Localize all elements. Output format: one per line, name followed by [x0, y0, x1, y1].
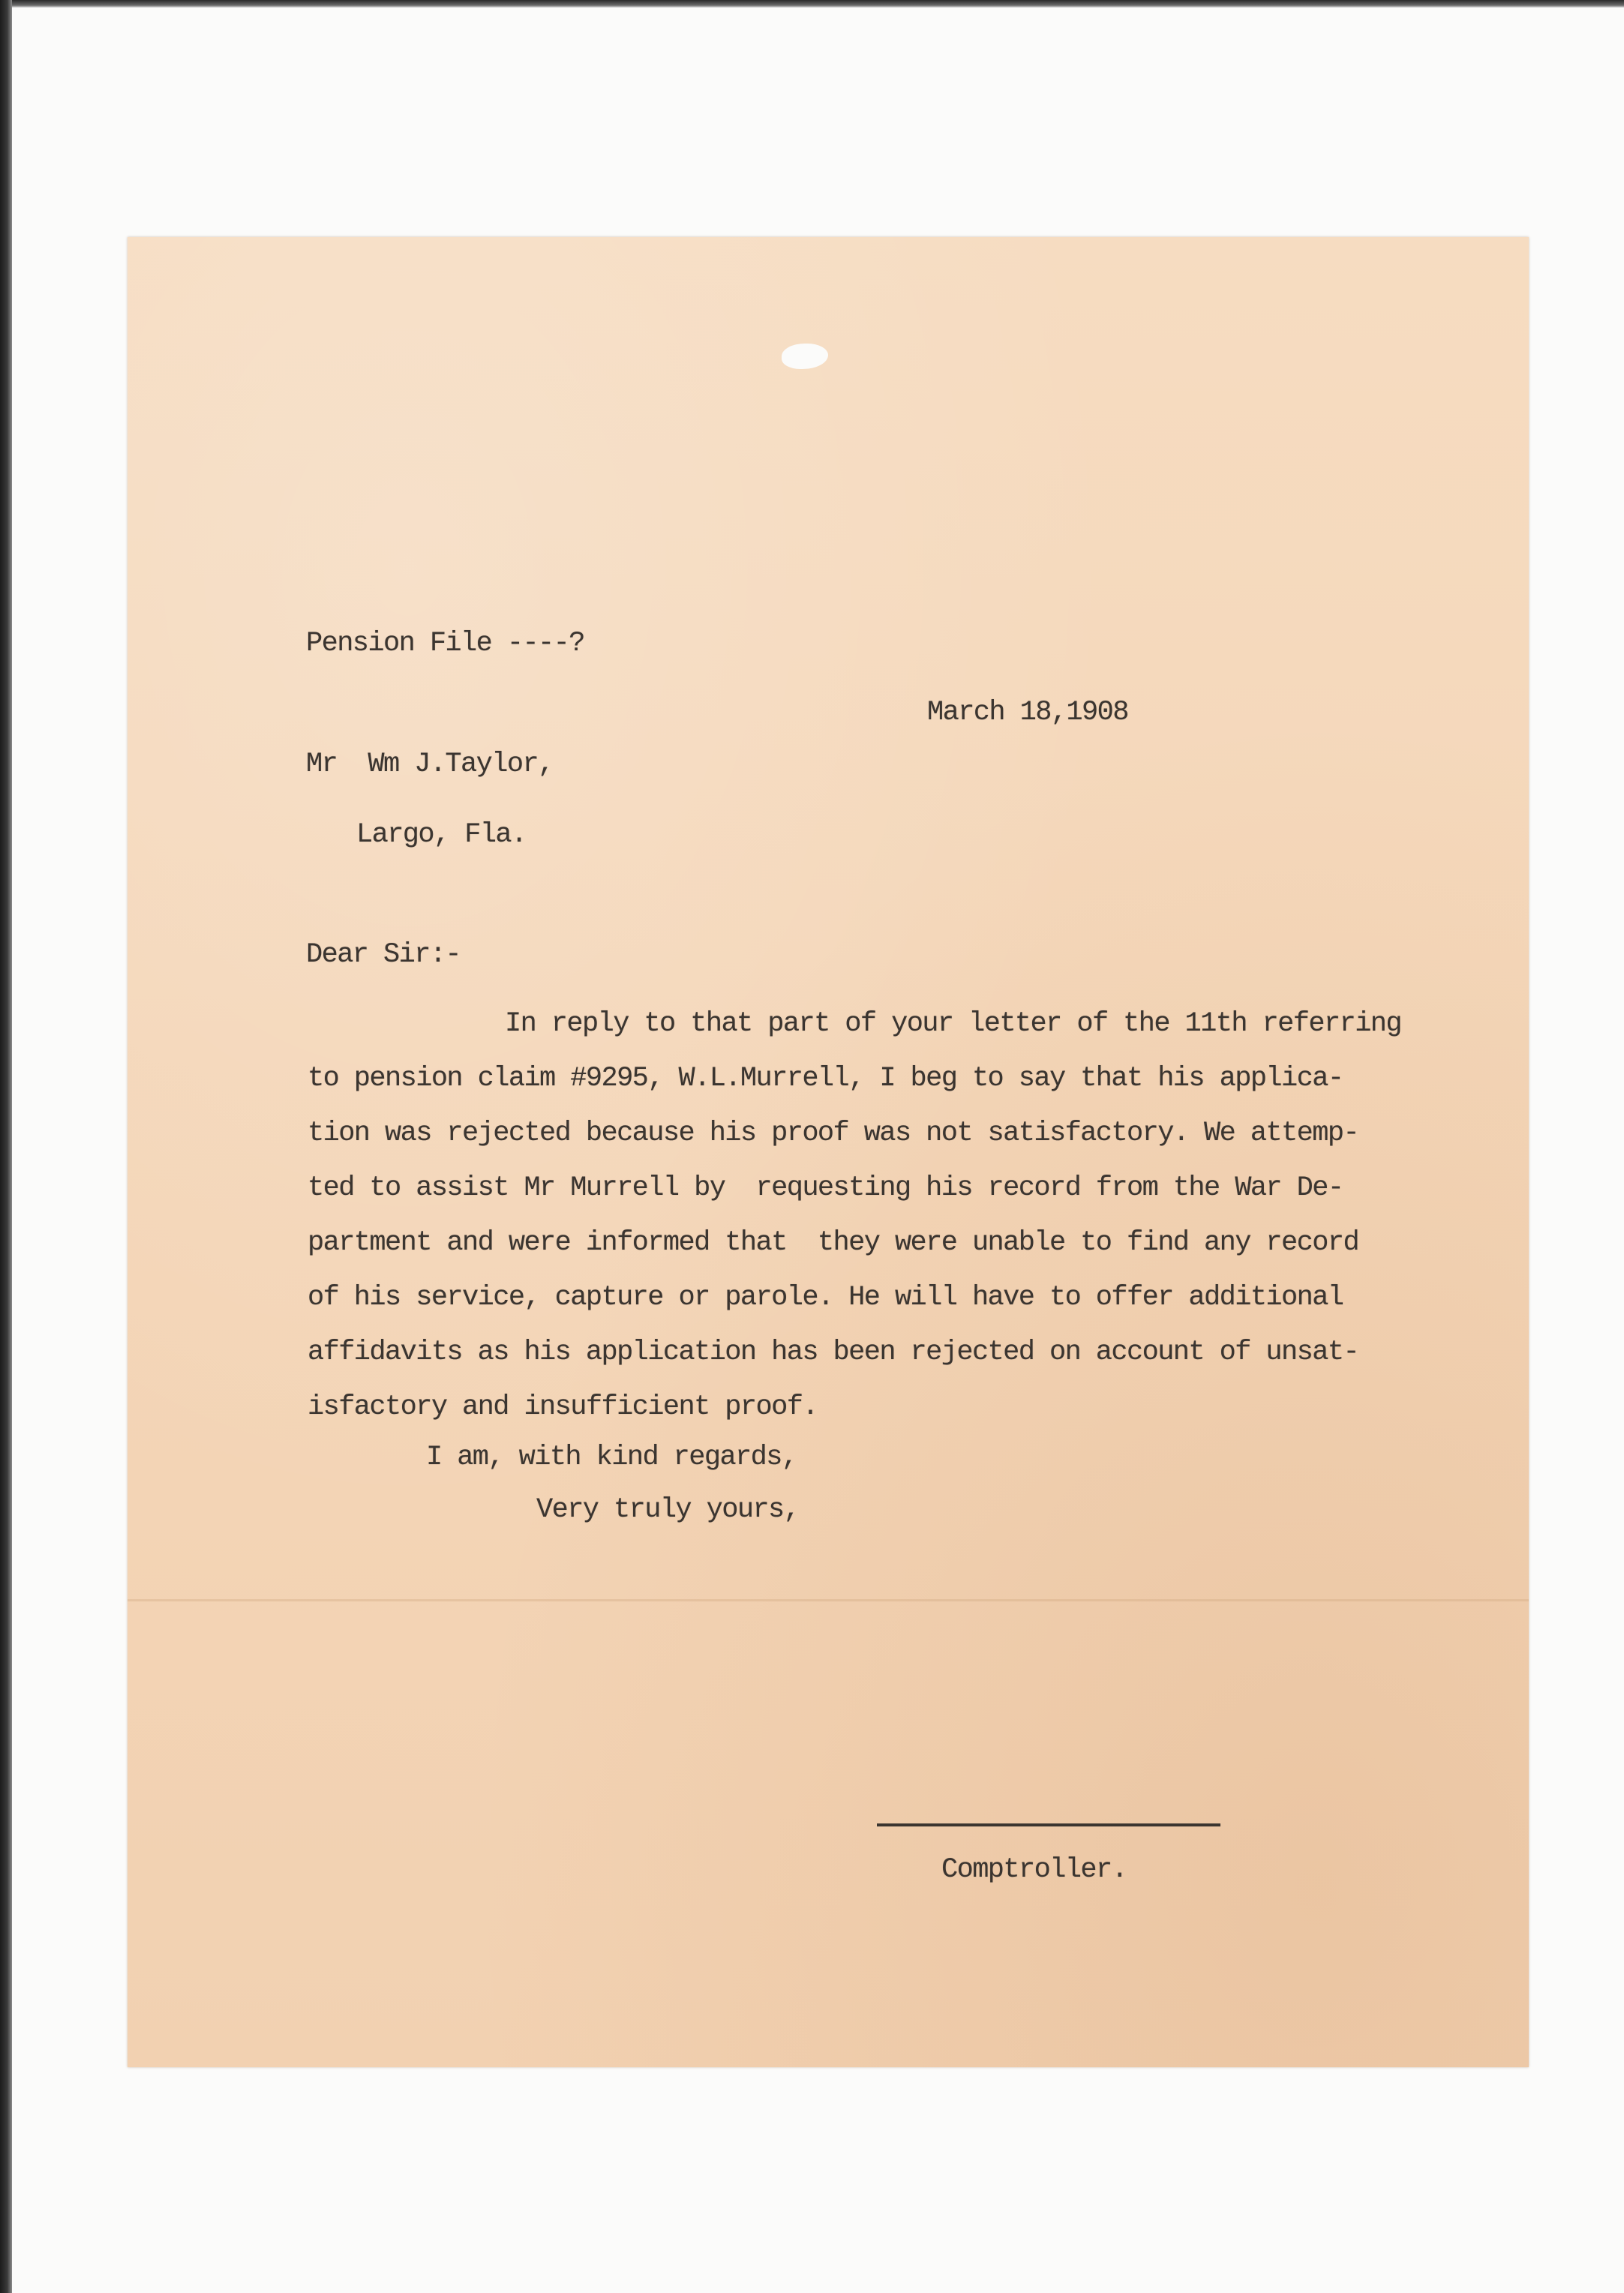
valediction: Very truly yours,: [536, 1494, 800, 1526]
closing-line: I am, with kind regards,: [426, 1442, 797, 1473]
addressee-city: Largo, Fla.: [356, 819, 527, 851]
body-line-7: affidavits as his application has been rejected on account of unsat-: [308, 1337, 1359, 1368]
body-line-1: In reply to that part of your letter of the 11th referring: [505, 1008, 1402, 1040]
salutation: Dear Sir:-: [306, 939, 461, 971]
body-line-2: to pension claim #9295, W.L.Murrell, I beg to say that his applica-: [308, 1063, 1343, 1094]
binding-edge: [0, 0, 12, 2293]
body-line-8: isfactory and insufficient proof.: [308, 1391, 818, 1423]
signature-title: Comptroller.: [941, 1854, 1127, 1886]
body-line-4: ted to assist Mr Murrell by requesting his record from the War De-: [308, 1172, 1343, 1204]
top-edge: [12, 0, 1624, 8]
pension-file-reference: Pension File ----?: [306, 628, 584, 659]
body-line-5: partment and were informed that they were unable to find any record: [308, 1227, 1359, 1259]
signature-line: [877, 1823, 1220, 1826]
addressee-name: Mr Wm J.Taylor,: [306, 749, 554, 780]
body-line-3: tion was rejected because his proof was not satisfactory. We attemp-: [308, 1118, 1359, 1149]
letter-date: March 18,1908: [927, 697, 1128, 728]
body-line-6: of his service, capture or parole. He will have to offer additional: [308, 1282, 1343, 1313]
punch-hole: [782, 344, 828, 369]
letter-sheet: [128, 237, 1529, 2067]
fold-crease: [128, 1599, 1529, 1601]
